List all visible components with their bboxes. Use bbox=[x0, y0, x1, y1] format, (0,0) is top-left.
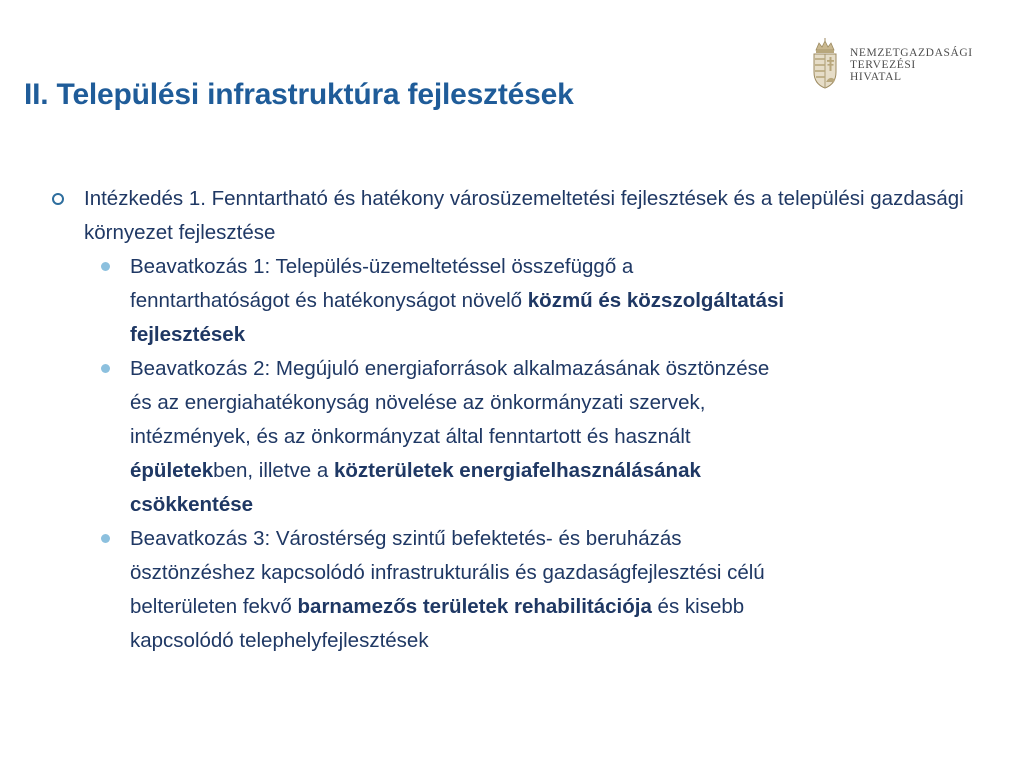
text-run: Beavatkozás 2: Megújuló energiaforrások alkalmazásának ösztönzése bbox=[130, 357, 770, 380]
logo-line-3: HIVATAL bbox=[850, 71, 902, 83]
level1-bullet-item bbox=[50, 182, 970, 250]
slide-content bbox=[50, 182, 970, 658]
text-run: ösztönzéshez kapcsolódó infrastrukturális és gazdaságfejlesztési célú bbox=[130, 561, 765, 584]
bold-text-run: közterületek energiafelhasználásának bbox=[333, 459, 701, 482]
level2-bullet-item-3 bbox=[50, 522, 940, 658]
bold-text-run: csökkentése bbox=[130, 493, 254, 516]
level2-bullet-item-2 bbox=[50, 352, 940, 522]
bold-text-run: barnamezős területek rehabilitációja bbox=[297, 595, 652, 618]
logo-text bbox=[850, 47, 973, 83]
slide-title: II. Települési infrastruktúra fejlesztések bbox=[24, 78, 574, 111]
level2-list bbox=[50, 250, 970, 658]
level2-bullet-item-1 bbox=[50, 250, 940, 352]
level2-text-3 bbox=[130, 527, 765, 652]
text-run: Beavatkozás 3: Várostérség szintű befektetés- és beruházás bbox=[130, 527, 682, 550]
dot-bullet-icon bbox=[101, 364, 110, 373]
hollow-circle-bullet-icon bbox=[52, 193, 64, 205]
dot-bullet-icon bbox=[101, 262, 110, 271]
bold-text-run: épületek bbox=[130, 459, 214, 482]
level2-text-2 bbox=[130, 357, 769, 516]
dot-bullet-icon bbox=[101, 534, 110, 543]
text-run: intézmények, és az önkormányzat által fenntartott és használt bbox=[130, 425, 691, 448]
text-run: fenntarthatóságot és hatékonyságot növelő bbox=[130, 289, 528, 312]
logo-line-1: NEMZETGAZDASÁGI bbox=[850, 47, 973, 59]
logo bbox=[810, 38, 1000, 90]
text-run: és az energiahatékonyság növelése az önkormányzati szervek, bbox=[130, 391, 706, 414]
text-run: belterületen fekvő bbox=[130, 595, 298, 618]
text-run: kapcsolódó telephelyfejlesztések bbox=[130, 629, 429, 652]
text-run: és kisebb bbox=[651, 595, 745, 618]
level1-text: Intézkedés 1. Fenntartható és hatékony városüzemeltetési fejlesztések és a települési gazdasági környezet fejlesztése bbox=[84, 187, 964, 244]
bold-text-run: fejlesztések bbox=[130, 323, 246, 346]
logo-line-2: TERVEZÉSI bbox=[850, 59, 916, 71]
hungarian-coat-of-arms-icon bbox=[810, 38, 840, 90]
text-run: ben, illetve a bbox=[213, 459, 334, 482]
level2-text-1 bbox=[130, 255, 784, 346]
text-run: Beavatkozás 1: Település-üzemeltetéssel összefüggő a bbox=[130, 255, 634, 278]
bold-text-run: közmű és közszolgáltatási bbox=[527, 289, 785, 312]
